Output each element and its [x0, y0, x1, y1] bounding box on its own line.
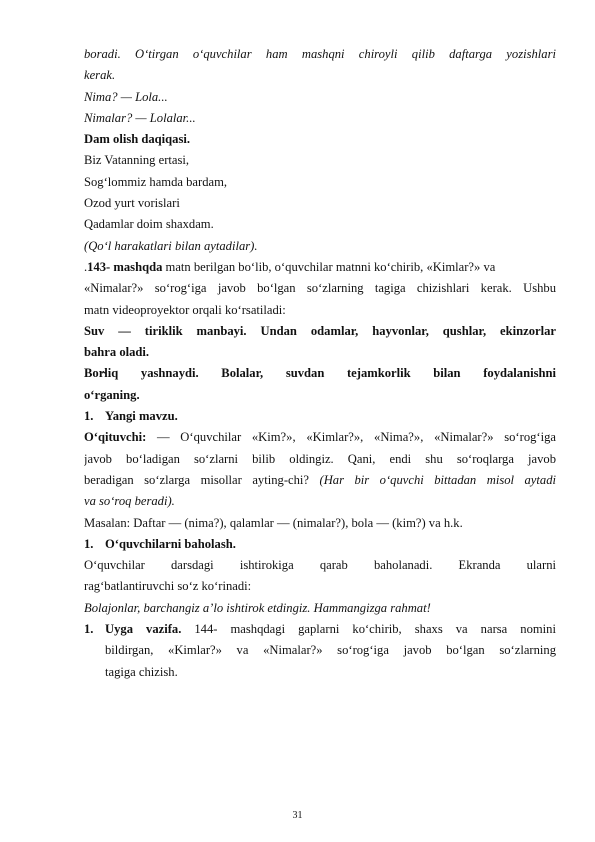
bold-text-line: Bor̴liq yashnaydi. Bolalar, suvdan tejamkorlik bilan foydalanishni	[84, 366, 556, 381]
bold-text-line: bahra oladi.	[84, 345, 150, 360]
text-prefix: .	[84, 259, 88, 274]
text-line: Bolajonlar, barchangiz a’lo ishtirok etdingiz. Hammangizga rahmat!	[84, 600, 431, 615]
text-run: beradigan so‘zlarga misollar ayting-chi?	[84, 472, 320, 487]
example-line: Nimalar? — Lolalar...	[84, 110, 196, 125]
dialogue-line	[84, 427, 556, 448]
poem-line: Ozod yurt vorislari	[84, 196, 180, 211]
text-line: bildirgan, «Kimlar?» va «Nimalar?» so‘rog‘iga javob bo‘lgan so‘zlarning	[105, 643, 556, 658]
poem-line: Qadamlar doim shaxdam.	[84, 217, 214, 232]
bold-text-line: o‘rganing.	[84, 387, 140, 402]
page-number: 31	[292, 810, 303, 821]
list-item-label: Uyga vazifa.	[105, 622, 182, 637]
list-item-heading	[84, 619, 556, 640]
list-item-label: Yangi mavzu.	[105, 409, 178, 424]
section-heading: Dam olish daqiqasi.	[84, 132, 191, 147]
poem-line: Biz Vatanning ertasi,	[84, 153, 190, 168]
text-run: 144- mashqdagi gaplarni ko‘chirib, shaxs va narsa nomini	[181, 622, 556, 637]
exercise-number: 143- mashqda	[87, 259, 163, 274]
list-number: 1.	[84, 536, 94, 551]
italic-text-run: (Har bir o‘quvchi bittadan misol aytadi	[319, 472, 556, 487]
speaker-label: O‘qituvchi:	[84, 430, 147, 445]
list-number: 1.	[84, 622, 94, 637]
text-line: «Nimalar?» so‘rog‘iga javob bo‘lgan so‘zlarning tagiga chizishlari kerak. Ushbu	[84, 281, 556, 296]
bold-text-line: Suv — tiriklik manbayi. Undan odamlar, hayvonlar, qushlar, ekinzorlar	[84, 323, 556, 338]
text-line: javob bo‘ladigan so‘zlarni bilib oldingiz. Qani, endi shu so‘roqlarga javob	[84, 451, 556, 466]
text-line: matn videoproyektor orqali ko‘rsatiladi:	[84, 302, 286, 317]
text-line: rag‘batlantiruvchi so‘z ko‘rinadi:	[84, 579, 252, 594]
list-number: 1.	[84, 409, 94, 424]
instruction-note: (Qo‘l harakatlari bilan aytadilar).	[84, 238, 258, 253]
list-item-heading	[84, 534, 556, 555]
text-line: va so‘roq beradi).	[84, 494, 175, 509]
document-page	[84, 44, 556, 683]
exercise-line	[84, 257, 556, 278]
text-line	[84, 470, 556, 491]
text-line: O‘quvchilar darsdagi ishtirokiga qarab baholanadi. Ekranda ularni	[84, 558, 556, 573]
list-item-heading	[84, 406, 556, 427]
list-item-label: O‘quvchilarni baholash.	[105, 536, 236, 551]
text-run: matn berilgan bo‘lib, o‘quvchilar matnni ko‘chirib, «Kimlar?» va	[162, 259, 496, 274]
text-line: kerak.	[84, 68, 116, 83]
text-run: — O‘quvchilar «Kim?», «Kimlar?», «Nima?», «Nimalar?» so‘rog‘iga	[146, 430, 556, 445]
text-line: boradi. O‘tirgan o‘quvchilar ham mashqni chiroyli qilib daftarga yozishlari	[84, 47, 556, 61]
poem-line: Sog‘lommiz hamda bardam,	[84, 174, 228, 189]
text-line: tagiga chizish.	[105, 664, 178, 679]
text-line: Masalan: Daftar — (nima?), qalamlar — (nimalar?), bola — (kim?) va h.k.	[84, 515, 463, 530]
example-line: Nima? — Lola...	[84, 89, 168, 104]
